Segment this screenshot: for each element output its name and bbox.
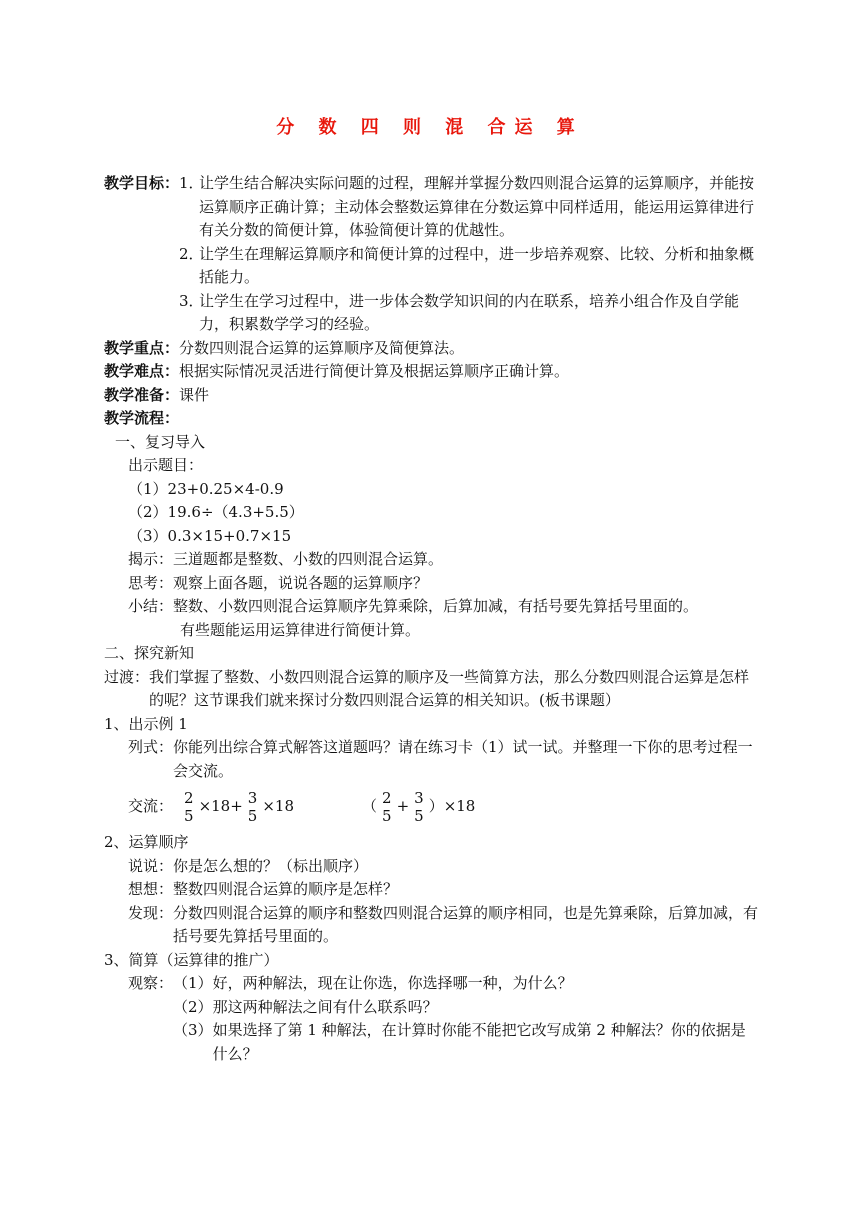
observe-number: （2） <box>173 997 213 1016</box>
goal-number: 1． <box>179 174 204 192</box>
operator-text: ×18 <box>262 797 294 816</box>
simplify-heading: 3、简算（运算律的推广） <box>104 950 279 969</box>
goal-item <box>179 243 760 290</box>
open-paren: （ <box>362 797 378 816</box>
find-text: 分数四则混合运算的顺序和整数四则混合运算的顺序相同，也是先算乘除，后算加减，有括号要先算括号里面的。 <box>173 903 759 945</box>
goal-text: 让学生在学习过程中，进一步体会数学知识间的内在联系，培养小组合作及自学能力，积累数学学习的经验。 <box>199 291 740 333</box>
observe-key: 观察： <box>128 974 174 992</box>
denominator: 5 <box>382 807 392 825</box>
formula-key: 列式： <box>128 738 174 756</box>
teaching-focus <box>104 337 760 361</box>
think-text: 观察上面各题，说说各题的运算顺序？ <box>173 573 429 592</box>
problem-item: （3）0.3×15+0.7×15 <box>128 526 292 545</box>
find-line <box>104 902 760 949</box>
section1-heading: 一、复习导入 <box>115 432 206 451</box>
observe-text: 那这两种解法之间有什么联系吗？ <box>212 997 438 1016</box>
prep-label: 教学准备： <box>104 385 180 404</box>
section1-intro: 出示题目： <box>128 456 204 474</box>
prep-text: 课件 <box>179 385 210 404</box>
observe-text: 如果选择了第 1 种解法，在计算时你能不能把它改写成第 2 种解法？你的依据是什么？ <box>212 1021 746 1063</box>
goal-item <box>179 172 760 243</box>
numerator: 3 <box>414 789 424 807</box>
difficulty-label: 教学难点： <box>104 362 180 380</box>
goal-text: 让学生结合解决实际问题的过程，理解并掌握分数四则混合运算的运算顺序，并能按运算顺序正确计算；主动体会整数运算律在分数运算中同样适用，能运用运算律进行有关分数的简便计算，体验简便计算的优越性。 <box>199 174 755 239</box>
focus-label: 教学重点： <box>104 338 180 357</box>
observe-item <box>173 996 760 1020</box>
reveal-key: 揭示： <box>128 550 174 568</box>
observe-item <box>173 1019 760 1066</box>
observe-item <box>173 972 760 996</box>
denominator: 5 <box>414 807 424 825</box>
observe-text: 好，两种解法，现在让你选，你选择哪一种，为什么？ <box>212 974 573 992</box>
order-heading: 2、运算顺序 <box>104 833 189 851</box>
think2-key: 想想： <box>128 880 174 898</box>
reveal-line <box>104 548 760 572</box>
say-text: 你是怎么想的？（标出顺序） <box>173 856 369 875</box>
lesson-plan-body <box>104 172 760 1066</box>
think2-line <box>104 878 760 902</box>
reveal-text: 三道题都是整数、小数的四则混合运算。 <box>173 550 444 568</box>
think2-text: 整数四则混合运算的顺序是怎样？ <box>173 880 399 898</box>
goal-text: 让学生在理解运算顺序和简便计算的过程中，进一步培养观察、比较、分析和抽象概括能力。 <box>199 244 755 286</box>
difficulty-text: 根据实际情况灵活进行简便计算及根据运算顺序正确计算。 <box>179 362 570 380</box>
formula-line <box>104 736 760 783</box>
goal-number: 2． <box>179 244 204 263</box>
fraction <box>182 789 196 825</box>
exchange-line <box>104 783 760 831</box>
find-key: 发现： <box>128 903 174 922</box>
focus-text: 分数四则混合运算的运算顺序及简便算法。 <box>179 338 465 357</box>
section2-heading: 二、探究新知 <box>104 644 195 662</box>
observe-block <box>104 972 760 1066</box>
expression-grouped <box>362 789 475 825</box>
teaching-prep <box>104 384 760 408</box>
think-key: 思考： <box>128 573 174 592</box>
observe-number: （3） <box>173 1021 213 1039</box>
think-line <box>104 572 760 596</box>
problem-item: （2）19.6÷（4.3+5.5） <box>128 503 304 521</box>
observe-number: （1） <box>173 974 213 992</box>
denominator: 5 <box>184 807 194 825</box>
transition-line <box>104 666 760 713</box>
goal-item <box>179 290 760 337</box>
problem-item: （1）23+0.25×4-0.9 <box>128 479 284 498</box>
teaching-difficulty <box>104 360 760 384</box>
summary-text: 整数、小数四则混合运算顺序先算乘除，后算加减，有括号要先算括号里面的。 <box>173 597 699 615</box>
transition-key: 过渡： <box>104 667 150 686</box>
fraction <box>380 789 394 825</box>
teaching-goals <box>104 172 760 337</box>
say-line <box>104 855 760 879</box>
goals-list <box>179 172 760 337</box>
observe-list <box>173 972 760 1066</box>
summary-key: 小结： <box>128 597 174 615</box>
flow-label: 教学流程： <box>104 409 180 427</box>
fraction <box>412 789 426 825</box>
document-title: 分 数 四 则 混 合运 算 <box>276 117 584 138</box>
close-paren-tail: ）×18 <box>428 797 476 816</box>
denominator: 5 <box>247 807 258 825</box>
numerator: 3 <box>247 789 258 807</box>
teaching-flow <box>104 407 760 431</box>
expression-distributed <box>179 789 294 825</box>
summary-line <box>104 595 760 619</box>
exchange-key: 交流： <box>128 797 174 816</box>
goals-label: 教学目标： <box>104 174 180 192</box>
numerator: 2 <box>382 789 392 807</box>
summary-note: 有些题能运用运算律进行简便计算。 <box>180 620 421 639</box>
example1-heading: 1、出示例 1 <box>104 714 188 733</box>
numerator: 2 <box>184 789 194 807</box>
formula-text: 你能列出综合算式解答这道题吗？请在练习卡（1）试一试。并整理一下你的思考过程一会交流。 <box>173 738 753 780</box>
say-key: 说说： <box>128 856 174 875</box>
fraction <box>246 789 260 825</box>
transition-text: 我们掌握了整数、小数四则混合运算的顺序及一些简算方法，那么分数四则混合运算是怎样的呢？这节课我们就来探讨分数四则混合运算的相关知识。(板书课题） <box>149 667 750 709</box>
operator-text: ×18+ <box>198 797 243 816</box>
goal-number: 3． <box>179 291 204 310</box>
plus-sign: + <box>396 797 410 816</box>
